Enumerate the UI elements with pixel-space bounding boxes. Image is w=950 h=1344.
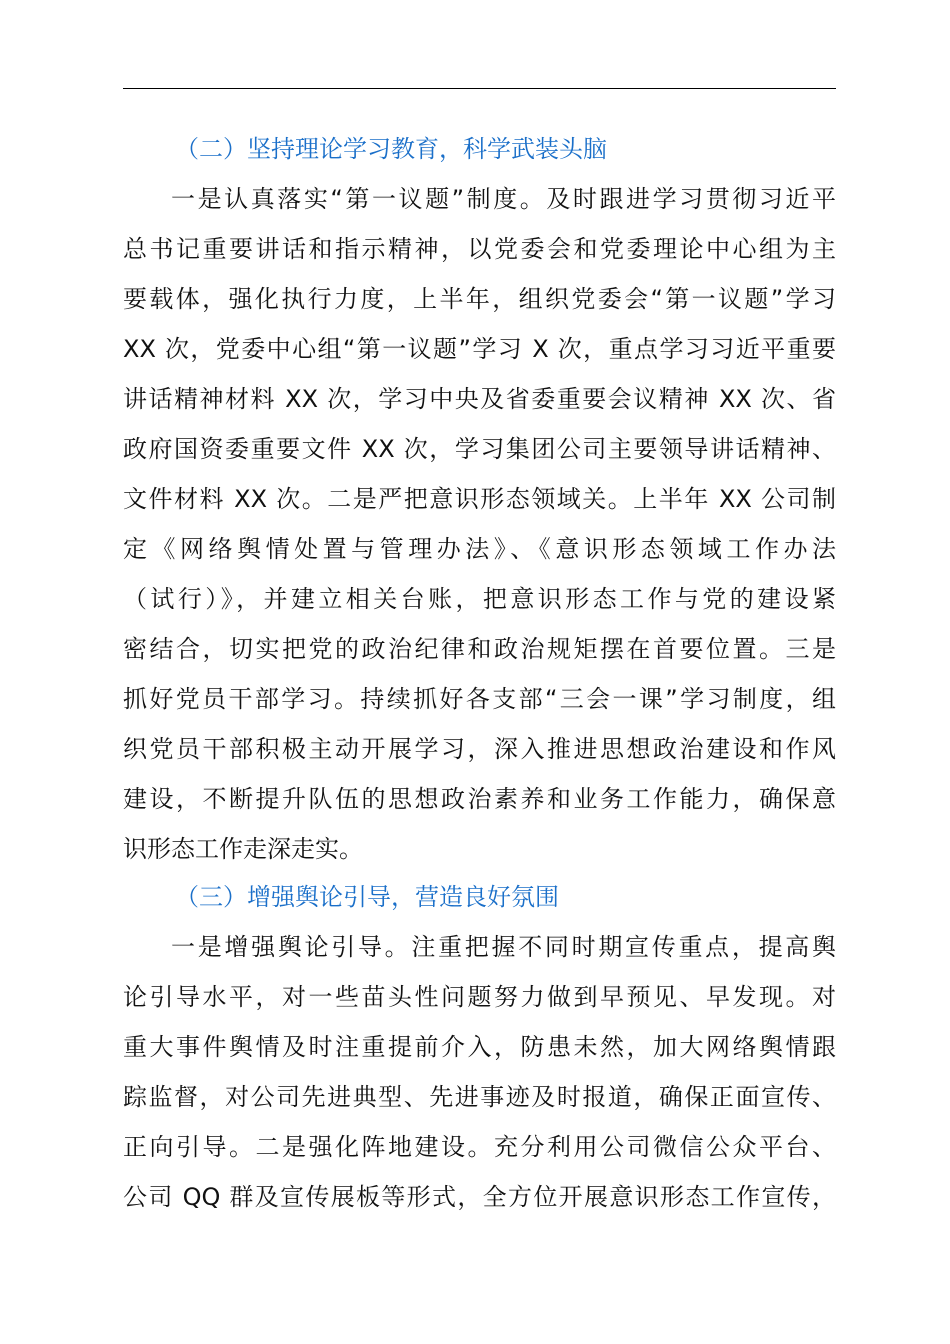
header-rule	[123, 88, 836, 89]
section-heading-3: （三）增强舆论引导，营造良好氛围	[175, 883, 559, 911]
paragraph-line: 正向引导。二是强化阵地建设。充分利用公司微信公众平台、	[123, 1133, 836, 1161]
paragraph-line: 总书记重要讲话和指示精神，以党委会和党委理论中心组为主	[123, 235, 836, 263]
paragraph-line: 讲话精神材料 XX 次，学习中央及省委重要会议精神 XX 次、省	[123, 385, 836, 413]
paragraph-line: 公司 QQ 群及宣传展板等形式，全方位开展意识形态工作宣传，	[123, 1183, 836, 1211]
paragraph-line: 文件材料 XX 次。二是严把意识形态领域关。上半年 XX 公司制	[123, 485, 836, 513]
paragraph-line: 一是认真落实“第一议题”制度。及时跟进学习贯彻习近平	[171, 185, 836, 213]
paragraph-line: 建设，不断提升队伍的思想政治素养和业务工作能力，确保意	[123, 785, 836, 813]
paragraph-line: 一是增强舆论引导。注重把握不同时期宣传重点，提高舆	[171, 933, 836, 961]
section-heading-2: （二）坚持理论学习教育，科学武装头脑	[175, 135, 607, 163]
paragraph-line: 抓好党员干部学习。持续抓好各支部“三会一课”学习制度，组	[123, 685, 836, 713]
paragraph-line: 论引导水平，对一些苗头性问题努力做到早预见、早发现。对	[123, 983, 836, 1011]
paragraph-line: XX 次，党委中心组“第一议题”学习 X 次，重点学习习近平重要	[123, 335, 836, 363]
paragraph-line: 踪监督，对公司先进典型、先进事迹及时报道，确保正面宣传、	[123, 1083, 836, 1111]
paragraph-line: 重大事件舆情及时注重提前介入，防患未然，加大网络舆情跟	[123, 1033, 836, 1061]
paragraph-line: 要载体，强化执行力度，上半年，组织党委会“第一议题”学习	[123, 285, 836, 313]
paragraph-line: 密结合，切实把党的政治纪律和政治规矩摆在首要位置。三是	[123, 635, 836, 663]
paragraph-line: 织党员干部积极主动开展学习，深入推进思想政治建设和作风	[123, 735, 836, 763]
paragraph-line: （试行）》，并建立相关台账，把意识形态工作与党的建设紧	[123, 585, 836, 613]
paragraph-line: 识形态工作走深走实。	[123, 835, 363, 863]
paragraph-line: 政府国资委重要文件 XX 次，学习集团公司主要领导讲话精神、	[123, 435, 836, 463]
paragraph-line: 定《网络舆情处置与管理办法》、《意识形态领域工作办法	[123, 535, 836, 563]
